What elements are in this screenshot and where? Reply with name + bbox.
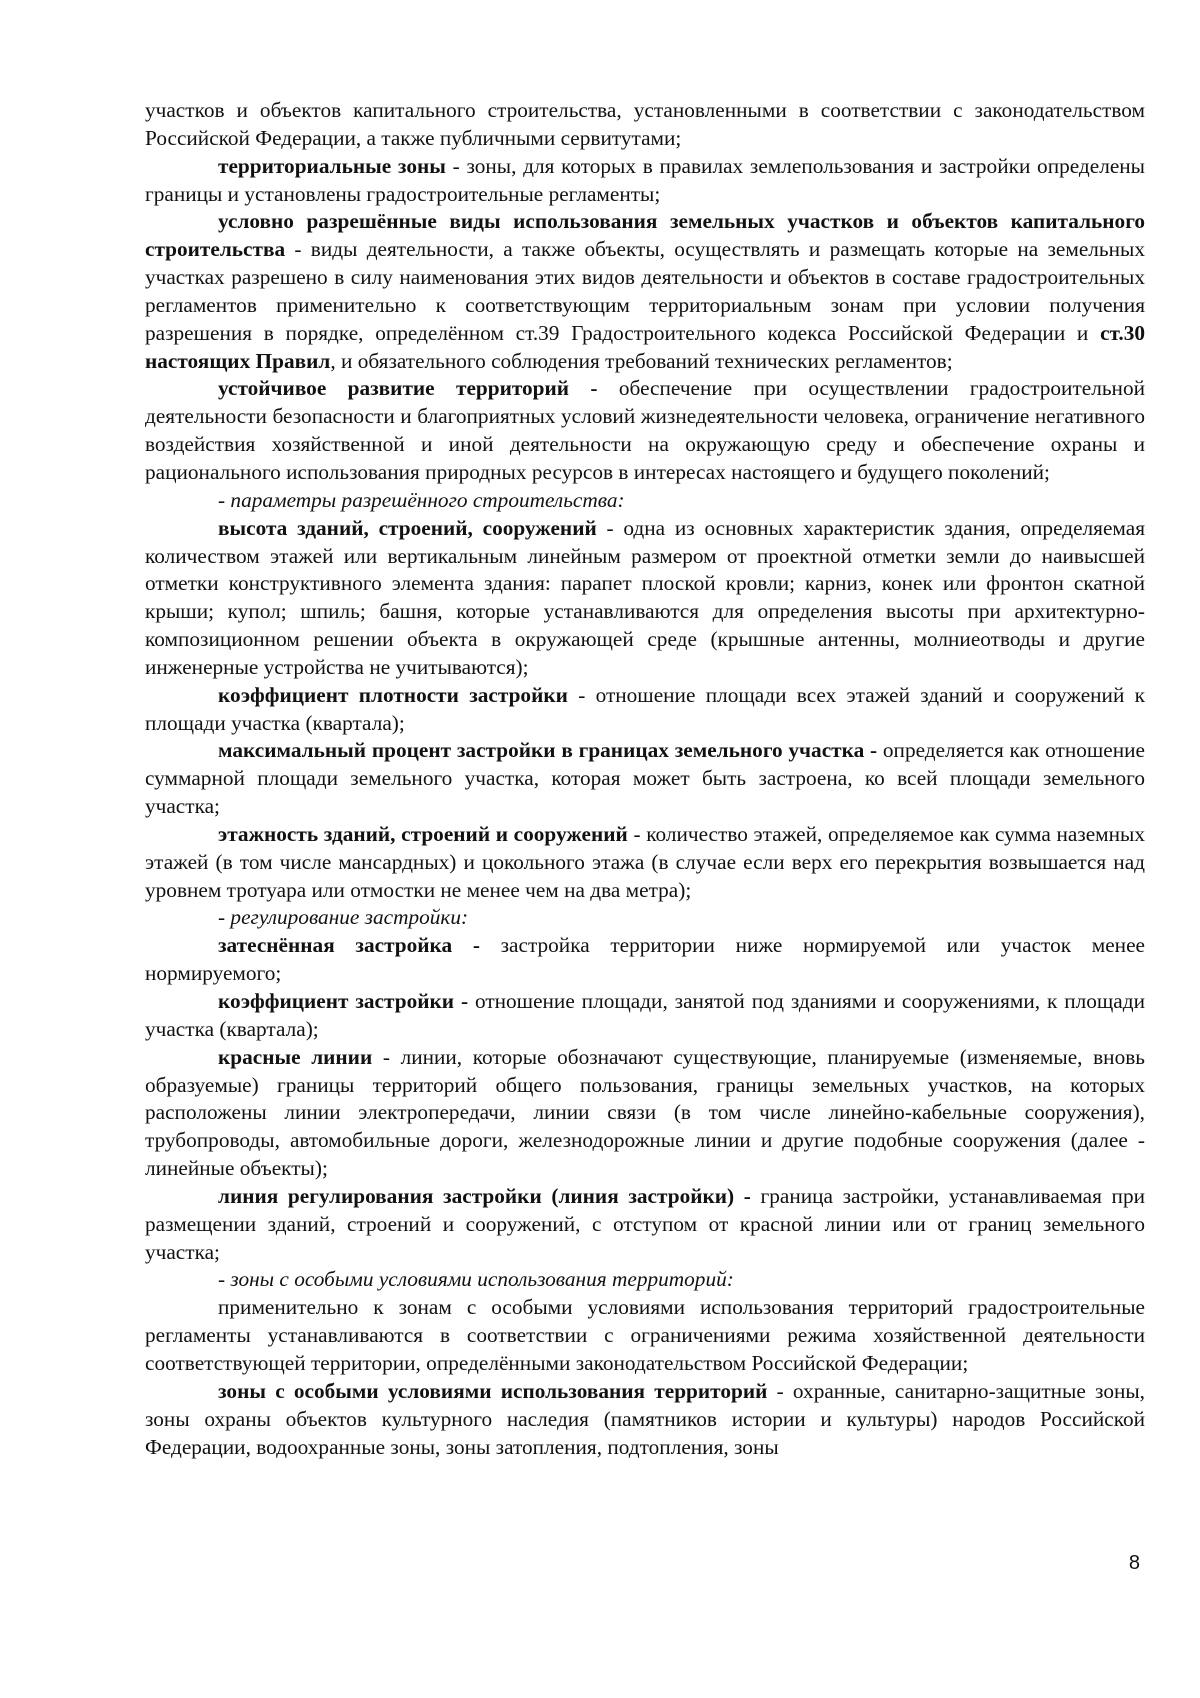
section-subheading: регулирование застройки: [230,905,469,930]
body-text [145,97,1145,1461]
paragraph-text: - охранные, санитарно-защитные зоны, зоны охраны объектов культурного наследия (памятников истории и культуры) народов Российской Федерации, водоохранные зоны, зоны затопления, подтопления, зоны [145,1378,1145,1459]
paragraph-text: - [218,487,231,512]
paragraph-text: застройка территории ниже нормируемой или участок менее нормируемого; [145,933,1145,986]
paragraph [145,97,1145,153]
paragraph [145,1266,1145,1294]
paragraph-text: - количество этажей, определяемое как сумма наземных этажей (в том числе мансардных) и цокольного этажа (в случае если верх его перекрытия возвышается над уровнем тротуара или отмостки не менее чем на два метра); [145,821,1145,902]
paragraph [145,515,1145,682]
term: затеснённая застройка - [218,933,480,958]
paragraph [145,153,1145,209]
paragraph [145,821,1145,905]
paragraph [145,1294,1145,1378]
paragraph [145,904,1145,932]
term: красные линии [218,1044,373,1069]
paragraph [145,932,1145,988]
paragraph [145,208,1145,375]
paragraph-text: участков и объектов капитального строительства, установленными в соответствии с законодательством Российской Федерации, а также публичными сервитутами; [145,98,1145,150]
paragraph [145,737,1145,821]
term: устойчивое развитие территорий - [218,376,598,401]
term: максимальный процент застройки в границах земельного участка - [218,738,878,763]
term: высота зданий, строений, сооружений [218,515,597,540]
paragraph-text: обеспечение при осуществлении градостроительной деятельности безопасности и благоприятных условий жизнедеятельности человека, ограничение негативного воздействия хозяйственной и иной деятельности на окружающую среду и обеспечение охраны и рационального использования природных ресурсов в интересах настоящего и будущего поколений; [145,376,1145,484]
section-subheading: параметры разрешённого строительства: [230,487,625,512]
section-subheading: зоны с особыми условиями использования территорий: [230,1267,734,1292]
paragraph [145,1183,1145,1267]
paragraph-text: отношение площади, занятой под зданиями и сооружениями, к площади участка (квартала); [145,989,1145,1041]
paragraph-text: - отношение площади всех этажей зданий и сооружений к площади участка (квартала); [145,682,1145,735]
paragraph-text: - виды деятельности, а также объекты, осуществлять и размещать которые на земельных участках разрешено в силу наименования этих видов деятельности и объектов в составе градостроительных регламентов применительно к соответствующим территориальным зонам при условии получения разрешения в порядке, определённом ст.39 Градостроительного кодекса Российской Федерации и [145,237,1145,345]
paragraph-text: определяется как отношение суммарной площади земельного участка, которая может быть застроена, ко всей площади земельного участка; [145,738,1145,819]
paragraph-text: - [218,1267,231,1292]
paragraph-text: граница застройки, устанавливаемая при размещении зданий, строений и сооружений, с отступом от красной линии или от границ земельного участка; [145,1183,1145,1264]
paragraph [145,988,1145,1044]
paragraph-text: - [218,905,231,930]
paragraph [145,1378,1145,1462]
term: коэффициент застройки - [218,989,469,1013]
term: ст.30 настоящих Правил [145,320,1145,373]
page-number: 8 [1128,1552,1140,1574]
term: зоны с особыми условиями использования территорий [218,1378,768,1403]
term: территориальные зоны [218,153,446,178]
term: линия регулирования застройки (линия застройки) - [218,1183,751,1208]
paragraph [145,682,1145,738]
paragraph-text: применительно к зонам с особыми условиями использования территорий градостроительные регламенты устанавливаются в соответствии с ограничениями режима хозяйственной деятельности соответствующей территории, определёнными законодательством Российской Федерации; [145,1295,1145,1375]
paragraph-text: - линии, которые обозначают существующие, планируемые (изменяемые, вновь образуемые) границы территорий общего пользования, границы земельных участков, на которых расположены линии электропередачи, линии связи (в том числе линейно-кабельные сооружения), трубопроводы, автомобильные дороги, железнодорожные линии и другие подобные сооружения (далее - линейные объекты); [145,1044,1145,1181]
paragraph [145,1044,1145,1183]
paragraph [145,375,1145,486]
term: этажность зданий, строений и сооружений [218,821,628,846]
term: коэффициент плотности застройки [218,682,568,707]
paragraph [145,487,1145,515]
paragraph-text: , и обязательного соблюдения требований технических регламентов; [330,348,953,373]
paragraph-text: - зоны, для которых в правилах землепользования и застройки определены границы и установлены градостроительные регламенты; [145,153,1145,206]
term: условно разрешённые виды использования земельных участков и объектов капитального строительства [145,209,1145,262]
paragraph-text: - одна из основных характеристик здания, определяемая количеством этажей или вертикальным линейным размером от проектной отметки земли до наивысшей отметки конструктивного элемента здания: парапет плоской кровли; карниз, конек или фронтон скатной крыши; купол; шпиль; башня, которые устанавливаются для определения высоты при архитектурно-композиционном решении объекта в окружающей среде (крышные антенны, молниеотводы и другие инженерные устройства не учитываются); [145,515,1145,679]
